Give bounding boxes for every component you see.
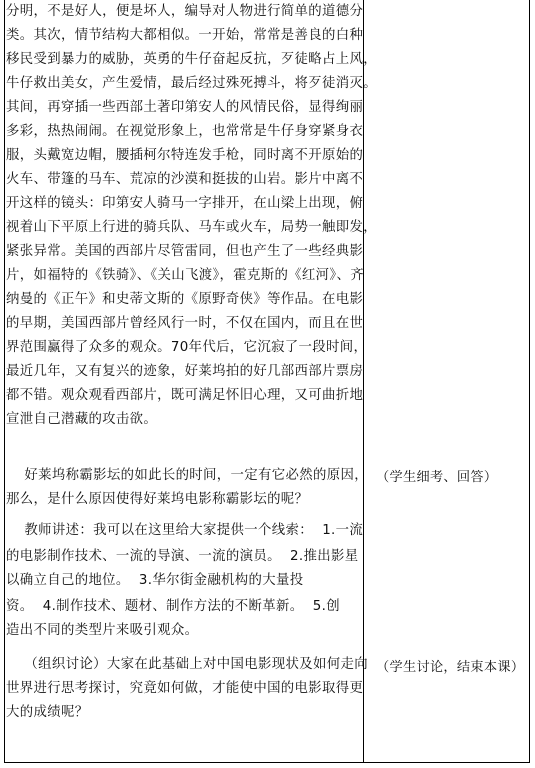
content-line: 紧张异常。美国的西部片尽管雷同，但也产生了一些经典影 xyxy=(6,244,364,259)
content-line: 世界进行思考探讨，究竟如何做，才能使中国的电影取得更 xyxy=(6,681,364,696)
content-line: 以确立自己的地位。 3.华尔街金融机构的大量投 xyxy=(6,573,304,588)
student-activity-note: （学生讨论，结束本课） xyxy=(376,660,525,675)
content-line: 最近几年，又有复兴的迹象，好莱坞拍的好几部西部片票房 xyxy=(6,364,364,379)
content-line: 那么，是什么原因使得好莱坞电影称霸影坛的呢？ xyxy=(6,492,309,507)
content-line: 纳曼的《正午》和史蒂文斯的《原野奇侠》等作品。在电影 xyxy=(6,292,364,307)
content-line: 都不错。观众观看西部片，既可满足怀旧心理，又可曲折地 xyxy=(6,388,364,403)
content-line: 移民受到暴力的威胁，英勇的牛仔奋起反抗，歹徒略占上风， xyxy=(6,52,377,67)
content-line: 的电影制作技术、一流的导演、一流的演员。 2.推出影星 xyxy=(6,549,359,564)
content-line: 片，如福特的《铁骑》、《关山飞渡》，霍克斯的《红河》、齐 xyxy=(6,268,364,283)
content-line: 其间，再穿插一些西部土著印第安人的风情民俗，显得绚丽 xyxy=(6,100,364,115)
content-line: 多彩，热热闹闹。在视觉形象上，也常常是牛仔身穿紧身衣 xyxy=(6,124,364,139)
content-line: 牛仔救出美女，产生爱情，最后经过殊死搏斗，将歹徒消灭。 xyxy=(6,76,377,91)
content-line: 开这样的镜头：印第安人骑马一字排开，在山梁上出现，俯 xyxy=(6,196,364,211)
content-line: 好莱坞称霸影坛的如此长的时间，一定有它必然的原因， xyxy=(6,468,368,483)
student-activity-note: （学生细考、回答） xyxy=(376,470,498,485)
content-line: （组织讨论）大家在此基础上对中国电影现状及如何走向 xyxy=(6,657,368,672)
content-line: 火车、带篷的马车、荒凉的沙漠和挺拔的山岩。影片中离不 xyxy=(6,172,364,187)
content-line: 界范围赢得了众多的观众。70年代后，它沉寂了一段时间， xyxy=(6,340,368,355)
content-line: 的早期，美国西部片曾经风行一时，不仅在国内，而且在世 xyxy=(6,316,364,331)
content-line: 类。其次，情节结构大都相似。一开始，常常是善良的白种 xyxy=(6,28,364,43)
content-line: 大的成绩呢？ xyxy=(6,705,89,720)
content-line: 宣泄自己潜藏的攻击欲。 xyxy=(6,412,158,427)
content-line: 分明，不是好人，便是坏人，编导对人物进行简单的道德分 xyxy=(6,4,364,19)
content-line: 造出不同的类型片来吸引观众。 xyxy=(6,623,199,638)
content-line: 资。 4.制作技术、题材、制作方法的不断革新。 5.创 xyxy=(6,599,340,614)
content-line: 视着山下平原上行进的骑兵队、马车或火车，局势一触即发， xyxy=(6,220,377,235)
content-line: 服，头戴宽边帽，腰插柯尔特连发手枪，同时离不开原始的 xyxy=(6,148,364,163)
content-line: 教师讲述：我可以在这里给大家提供一个线索： 1.一流 xyxy=(6,523,364,538)
